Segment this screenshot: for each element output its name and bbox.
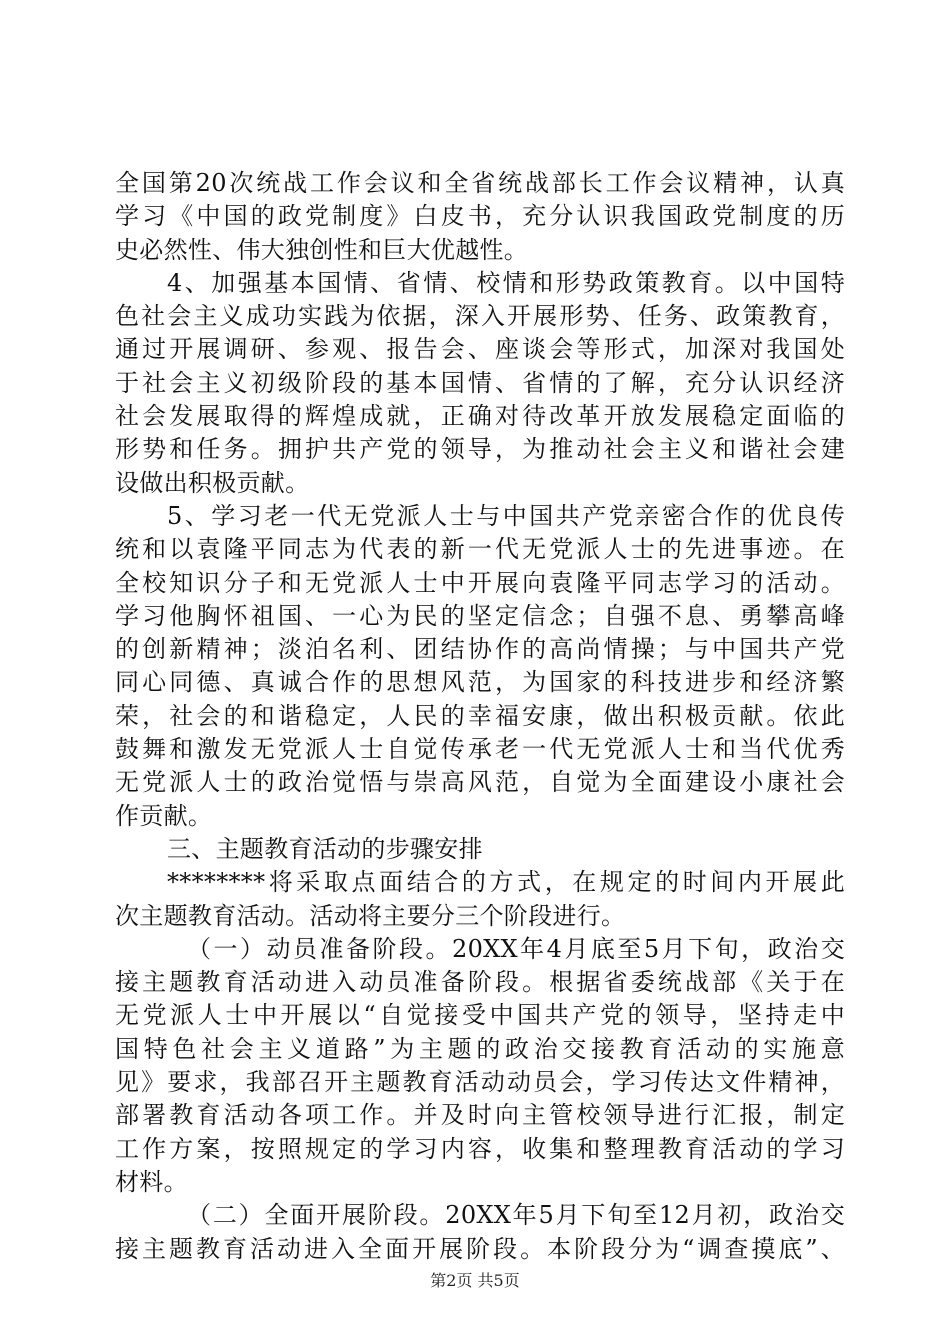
text-line: 于社会主义初级阶段的基本国情、省情的了解，充分认识经济 xyxy=(115,368,845,397)
text-line: 接主题教育活动进入动员准备阶段。根据省委统战部《关于在 xyxy=(115,968,845,997)
text-line: ********将采取点面结合的方式，在规定的时间内开展此 xyxy=(167,868,845,897)
text-line: 作贡献。 xyxy=(115,801,213,830)
text-line: 材料。 xyxy=(115,1167,188,1196)
text-line: 全校知识分子和无党派人士中开展向袁隆平同志学习的活动。 xyxy=(115,568,845,597)
text-line: 无党派人士的政治觉悟与崇高风范，自觉为全面建设小康社会 xyxy=(115,768,845,797)
text-line: 形势和任务。拥护共产党的领导，为推动社会主义和谐社会建 xyxy=(115,435,845,464)
text-line: （二）全面开展阶段。20XX年5月下旬至12月初，政治交 xyxy=(187,1201,845,1230)
text-line: 史必然性、伟大独创性和巨大优越性。 xyxy=(115,235,529,264)
text-line: 通过开展调研、参观、报告会、座谈会等形式，加深对我国处 xyxy=(115,335,845,364)
text-line: 鼓舞和激发无党派人士自觉传承老一代无党派人士和当代优秀 xyxy=(115,735,845,764)
text-line: 社会发展取得的辉煌成就，正确对待改革开放发展稳定面临的 xyxy=(115,402,845,431)
text-line: 色社会主义成功实践为依据，深入开展形势、任务、政策教育， xyxy=(115,302,845,331)
page-footer xyxy=(0,1271,950,1291)
document-body xyxy=(115,167,845,1266)
text-line: 见》要求，我部召开主题教育活动动员会，学习传达文件精神， xyxy=(115,1068,845,1097)
text-line: 无党派人士中开展以“自觉接受中国共产党的领导，坚持走中 xyxy=(115,1001,845,1030)
text-line: 学习《中国的政党制度》白皮书，充分认识我国政党制度的历 xyxy=(115,202,845,231)
text-line: 统和以袁隆平同志为代表的新一代无党派人士的先进事迹。在 xyxy=(115,535,845,564)
text-line: 全国第20次统战工作会议和全省统战部长工作会议精神，认真 xyxy=(115,169,845,197)
text-line: 工作方案，按照规定的学习内容，收集和整理教育活动的学习 xyxy=(115,1134,845,1163)
text-line: 部署教育活动各项工作。并及时向主管校领导进行汇报，制定 xyxy=(115,1101,845,1130)
text-line: 的创新精神；淡泊名利、团结协作的高尚情操；与中国共产党 xyxy=(115,635,845,664)
page-number-label: 第2页 共5页 xyxy=(430,1271,520,1290)
section-heading: 三、主题教育活动的步骤安排 xyxy=(167,834,483,863)
text-line: 设做出积极贡献。 xyxy=(115,468,310,497)
text-line: 4、加强基本国情、省情、校情和形势政策教育。以中国特 xyxy=(167,268,845,297)
text-line: （一）动员准备阶段。20XX年4月底至5月下旬，政治交 xyxy=(187,934,845,963)
text-line: 5、学习老一代无党派人士与中国共产党亲密合作的优良传 xyxy=(167,501,845,530)
text-line: 学习他胸怀祖国、一心为民的坚定信念；自强不息、勇攀高峰 xyxy=(115,601,845,630)
text-line: 国特色社会主义道路”为主题的政治交接教育活动的实施意 xyxy=(115,1034,845,1063)
text-line: 荣，社会的和谐稳定，人民的幸福安康，做出积极贡献。依此 xyxy=(115,701,845,730)
text-line: 同心同德、真诚合作的思想风范，为国家的科技进步和经济繁 xyxy=(115,668,845,697)
text-line: 次主题教育活动。活动将主要分三个阶段进行。 xyxy=(115,901,626,930)
text-line: 接主题教育活动进入全面开展阶段。本阶段分为“调查摸底”、 xyxy=(115,1234,845,1263)
